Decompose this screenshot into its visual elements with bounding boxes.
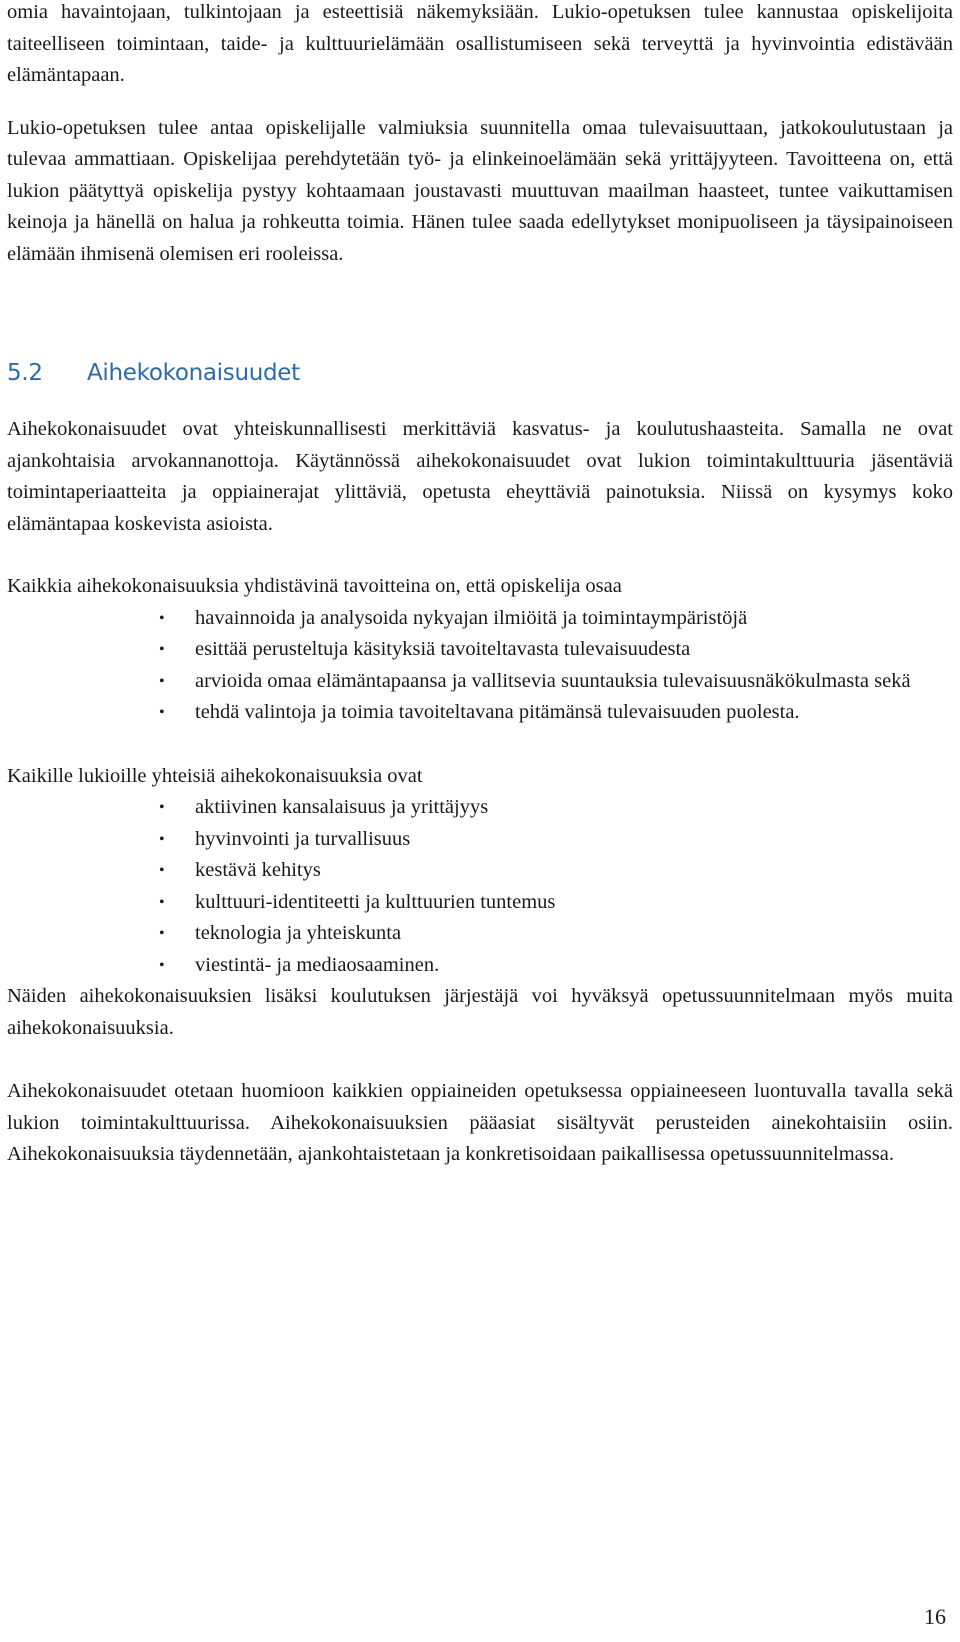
bullet-icon: • xyxy=(159,704,165,721)
bullet-icon: • xyxy=(159,893,165,911)
paragraph-section-intro: Aihekokonaisuudet ovat yhteiskunnallisesti merkittäviä kasvatus- ja koulutushaasteita. Samalla ne ovat ajankohtaisia arvokannanottoja. Käytännössä aihekokonaisuudet ovat lukion toimintakulttuuria jäsentäviä toimintaperiaatteita ja oppiainerajat ylittäviä, opetusta eheyttäviä painotuksia. Niissä on kysymys koko elämäntapaa koskevista asioista. xyxy=(7,418,953,535)
list-item: • aktiivinen kansalaisuus ja yrittäjyys xyxy=(7,792,953,824)
section-heading xyxy=(7,353,953,393)
paragraph-implementation: Aihekokonaisuudet otetaan huomioon kaikkien oppiaineiden opetuksessa oppiaineeseen luontuvalla tavalla sekä lukion toimintakulttuurissa. Aihekokonaisuuksien pääasiat sisältyvät perusteiden ainekohtaisiin osiin. Aihekokonaisuuksia täydennetään, ajankohtaistetaan ja konkretisoidaan paikallisessa opetussuunnitelmassa. xyxy=(7,1080,953,1165)
section-title: Aihekokonaisuudet xyxy=(87,360,300,386)
bullet-icon: • xyxy=(159,609,165,627)
section-number: 5.2 xyxy=(7,360,43,386)
list-item: • tehdä valintoja ja toimia tavoiteltavana pitämänsä tulevaisuuden puolesta. xyxy=(7,697,953,729)
bullet-icon: • xyxy=(159,862,165,879)
list-item: • viestintä- ja mediaosaaminen. xyxy=(7,950,953,982)
topics-list xyxy=(7,792,953,981)
list-item: • esittää perusteltuja käsityksiä tavoiteltavasta tulevaisuudesta xyxy=(7,634,953,666)
goals-list xyxy=(7,603,953,729)
paragraph-additional-topics: Näiden aihekokonaisuuksien lisäksi koulutuksen järjestäjä voi hyväksyä opetussuunnitelmaan myös muita aihekokonaisuuksia. xyxy=(7,985,953,1039)
bullet-icon: • xyxy=(159,799,165,816)
bullet-icon: • xyxy=(159,641,165,658)
bullet-icon: • xyxy=(159,672,165,690)
paragraph-arts-wellbeing: omia havaintojaan, tulkintojaan ja esteettisiä näkemyksiään. Lukio-opetuksen tulee kannustaa opiskelijoita taiteelliseen toimintaan, taide- ja kulttuurielämään osallistumiseen sekä terveyttä ja hyvinvointia edistävään elämäntapaan. xyxy=(7,1,953,86)
list-item: • havainnoida ja analysoida nykyajan ilmiöitä ja toimintaympäristöjä xyxy=(7,603,953,635)
page-number: 16 xyxy=(924,1604,946,1629)
goals-intro: Kaikkia aihekokonaisuuksia yhdistävinä tavoitteina on, että opiskelija osaa xyxy=(7,575,622,597)
document-page xyxy=(7,0,953,1171)
list-item: • kulttuuri-identiteetti ja kulttuurien tuntemus xyxy=(7,887,953,919)
bullet-icon: • xyxy=(159,925,165,942)
bullet-icon: • xyxy=(159,956,165,974)
topics-intro: Kaikille lukioille yhteisiä aihekokonaisuuksia ovat xyxy=(7,764,423,787)
list-item: • teknologia ja yhteiskunta xyxy=(7,918,953,950)
list-item: • hyvinvointi ja turvallisuus xyxy=(7,824,953,856)
list-item: • arvioida omaa elämäntapaansa ja vallitsevia suuntauksia tulevaisuusnäkökulmasta sekä xyxy=(7,666,953,698)
paragraph-future-readiness: Lukio-opetuksen tulee antaa opiskelijalle valmiuksia suunnitella omaa tulevaisuuttaan, jatkokoulutustaan ja tulevaa ammattiaan. Opiskelijaa perehdytetään työ- ja elinkeinoelämään sekä yrittäjyyteen. Tavoitteena on, että lukion päätyttyä opiskelija pystyy kohtaamaan joustavasti muuttuvan maailman haasteet, tuntee vaikuttamisen keinoja ja hänellä on halua ja rohkeutta toimia. Hänen tulee saada edellytykset monipuoliseen ja täysipainoiseen elämään ihmisenä olemisen eri rooleissa. xyxy=(7,116,953,265)
list-item: • kestävä kehitys xyxy=(7,855,953,887)
bullet-icon: • xyxy=(159,830,165,848)
